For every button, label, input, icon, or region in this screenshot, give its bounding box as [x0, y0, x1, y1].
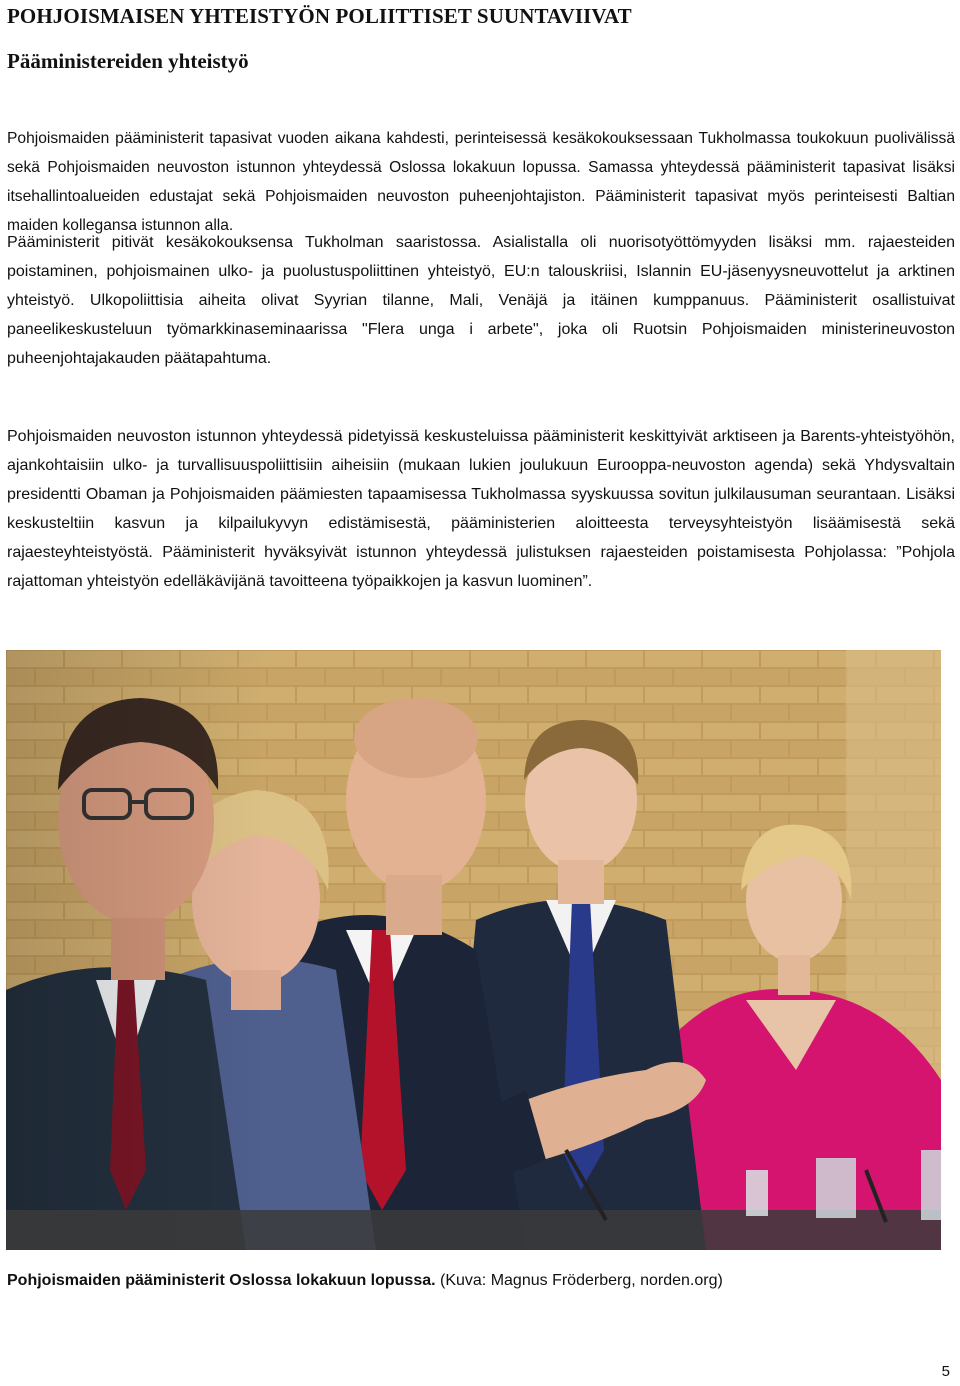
- page-number: 5: [941, 1363, 950, 1380]
- paragraph-2: Pääministerit pitivät kesäkokouksensa Tukholman saaristossa. Asialistalla oli nuorisotyöttömyyden lisäksi mm. rajaesteiden poistaminen, pohjoismainen ulko- ja puolustuspoliittinen yhteistyö, EU:n talouskriisi, Islannin EU-jäsenyysneuvottelut ja arktinen yhteistyö. Ulkopoliittisia aiheita olivat Syyrian tilanne, Mali, Venäjä ja itäinen kumppanuus. Pääministerit osallistuivat paneelikeskusteluun työmarkkinaseminaarissa "Flera unga i arbete", joka oli Ruotsin Pohjoismaiden ministerineuvoston puheenjohtajakauden päätapahtuma.: [7, 234, 955, 367]
- photo-caption: [7, 1272, 723, 1290]
- section-title: POHJOISMAISEN YHTEISTYÖN POLIITTISET SUUNTAVIIVAT: [7, 4, 632, 28]
- caption-credit: (Kuva: Magnus Fröderberg, norden.org): [435, 1272, 723, 1289]
- caption-text: Pohjoismaiden pääministerit Oslossa lokakuun lopussa.: [7, 1272, 436, 1289]
- subtitle: Pääministereiden yhteistyö: [7, 49, 249, 73]
- man-glasses-figure: [6, 650, 266, 1250]
- paragraph-3: Pohjoismaiden neuvoston istunnon yhteydessä pidetyissä keskusteluissa pääministerit keskittyivät arktiseen ja Barents-yhteistyöhön, ajankohtaisiin ulko- ja turvallisuuspoliittisiin aiheisiin (mukaan lukien joulukuun Eurooppa-neuvoston agenda) sekä Yhdysvaltain presidentti Obaman ja Pohjoismaiden päämiesten tapaamisessa Tukholmassa syyskuussa sovitun julkilausuman seurantaan. Lisäksi keskusteltiin kasvun ja kilpailukyvyn edistämisestä, pääministerien aloitteesta terveysyhteistyön lisäämisestä sekä rajaesteyhteistyöstä. Pääministerit hyväksyivät istunnon yhteydessä julistuksen rajaesteiden poistamisesta Pohjolassa: ”Pohjola rajattoman yhteistyön edelläkävijänä tavoitteena työpaikkojen ja kasvun luominen”.: [7, 428, 955, 590]
- paragraph-1: Pohjoismaiden pääministerit tapasivat vuoden aikana kahdesti, perinteisessä kesäkokouksessaan Tukholmassa toukokuun puolivälissä sekä Pohjoismaiden neuvoston istunnon yhteydessä Oslossa lokakuun lopussa. Samassa yhteydessä pääministerit tapasivat lisäksi itsehallintoalueiden edustajat sekä Pohjoismaiden neuvoston puheenjohtajiston. Pääministerit tapasivat myös perinteisesti Baltian maiden kollegansa istunnon alla.: [7, 130, 955, 234]
- press-conference-photo: [6, 650, 941, 1250]
